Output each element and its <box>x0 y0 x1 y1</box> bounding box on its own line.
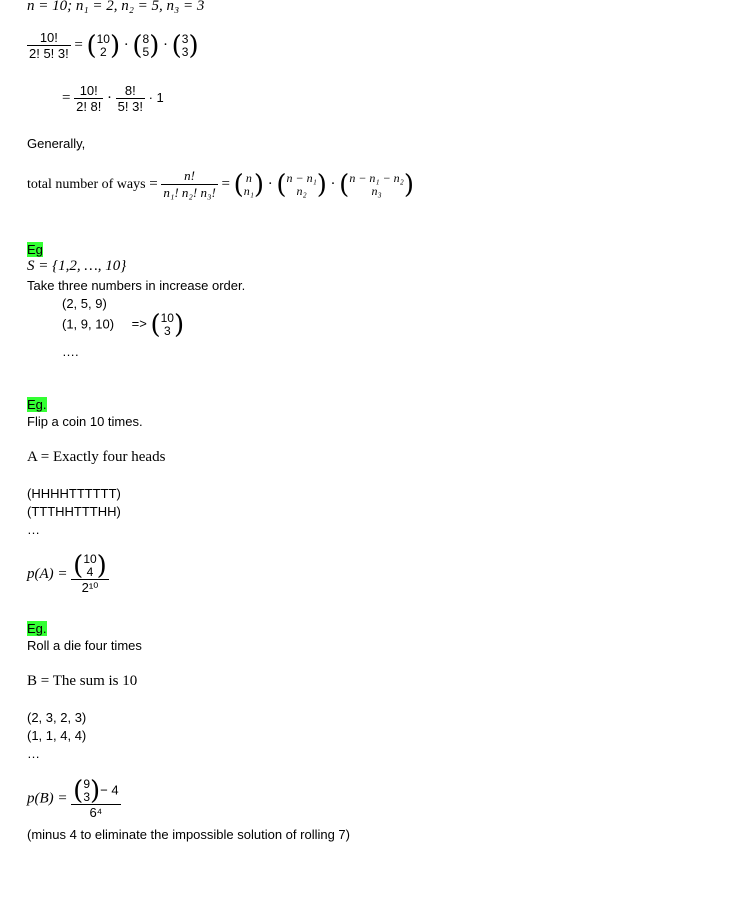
general-formula: total number of ways = $\frac{n!}{\text{n₁! n₂! n₃!}}$ = ( n n₁ ) · ( n − n₁ n₂ ) · ( n − n₁ − n₂ n₃ ) <box>27 168 415 200</box>
probability-b <box>27 778 121 820</box>
formula-label: total number of ways <box>27 176 146 192</box>
probability-a <box>27 553 109 596</box>
prob-lhs: p(B) = <box>27 790 68 807</box>
binomial-10-3: ( 10 3 ) <box>150 310 185 340</box>
binomial-n-n1: ( n n₁ ) <box>233 169 265 200</box>
ellipsis: …. <box>62 344 79 359</box>
equals-sign: = <box>62 89 71 106</box>
sequence-2: (TTTHHTTTHH) <box>27 504 121 519</box>
dot-operator: · <box>123 36 129 53</box>
example-tag: Eg <box>27 242 43 257</box>
tuple-1: (2, 5, 9) <box>62 296 107 311</box>
fraction-numerator: 10! <box>39 30 58 45</box>
example-tag: Eg. <box>27 397 47 412</box>
tuple-row <box>62 312 184 338</box>
given-values: n = 10; n₁ = 2, n₂ = 5, n₃ = 3 <box>27 0 205 14</box>
dot-operator: · <box>163 36 169 53</box>
probability-fraction: ( 10 4 ) 2¹⁰ <box>73 551 107 595</box>
equals-sign: = <box>149 175 158 192</box>
roll-1: (2, 3, 2, 3) <box>27 710 87 725</box>
example-tag: Eg. <box>27 621 47 636</box>
fraction-8-over-5-3: $\frac{8!}{5! 3!}$ <box>117 83 143 114</box>
binomial-3-3: ( 3 3 ) <box>171 30 199 61</box>
fraction-10-over-2-8: $\frac{10!}{2! 8!}$ <box>76 83 102 114</box>
equals-sign: = <box>74 36 83 53</box>
tuple-2: (1, 9, 10) <box>62 316 115 332</box>
binomial-10-2: ( 10 2 ) <box>86 30 121 61</box>
roll-2: (1, 1, 4, 4) <box>27 728 87 743</box>
prob-lhs: p(A) = <box>27 565 68 582</box>
event-b: B = The sum is 10 <box>27 673 138 689</box>
times-one: · 1 <box>148 89 164 105</box>
fraction-n-fact: $\frac{n!}{\text{n₁! n₂! n₃!}}$ <box>163 168 216 200</box>
event-a: A = Exactly four heads <box>27 449 166 465</box>
implies-arrow: => <box>131 316 147 332</box>
set-definition: S = {1,2, …, 10} <box>27 258 127 274</box>
fraction-10-fact <box>27 30 71 61</box>
equation-multinomial-example <box>27 30 199 61</box>
example2-description: Flip a coin 10 times. <box>27 414 143 429</box>
binomial-n-minus-n1-n2: ( n − n₁ − n₂ n₃ ) <box>339 169 415 200</box>
ellipsis: … <box>27 746 40 761</box>
fraction-denominator: 2! 5! 3! <box>29 46 69 61</box>
probability-fraction: ( 9 3 )− 4 6⁴ <box>73 776 119 820</box>
note-minus-four: (minus 4 to eliminate the impossible solution of rolling 7) <box>27 827 350 842</box>
sequence-1: (HHHHTTTTTT) <box>27 486 121 501</box>
example1-description: Take three numbers in increase order. <box>27 278 246 293</box>
binomial-8-5: ( 8 5 ) <box>132 30 160 61</box>
ellipsis: … <box>27 522 40 537</box>
generally-label: Generally, <box>27 136 86 151</box>
equation-expanded: = $\frac{10!}{2! 8!}$ · $\frac{8!}{5! 3!}$ · 1 <box>62 83 164 114</box>
example3-description: Roll a die four times <box>27 638 142 653</box>
binomial-n-minus-n1: ( n − n₁ n₂ ) <box>276 169 327 200</box>
